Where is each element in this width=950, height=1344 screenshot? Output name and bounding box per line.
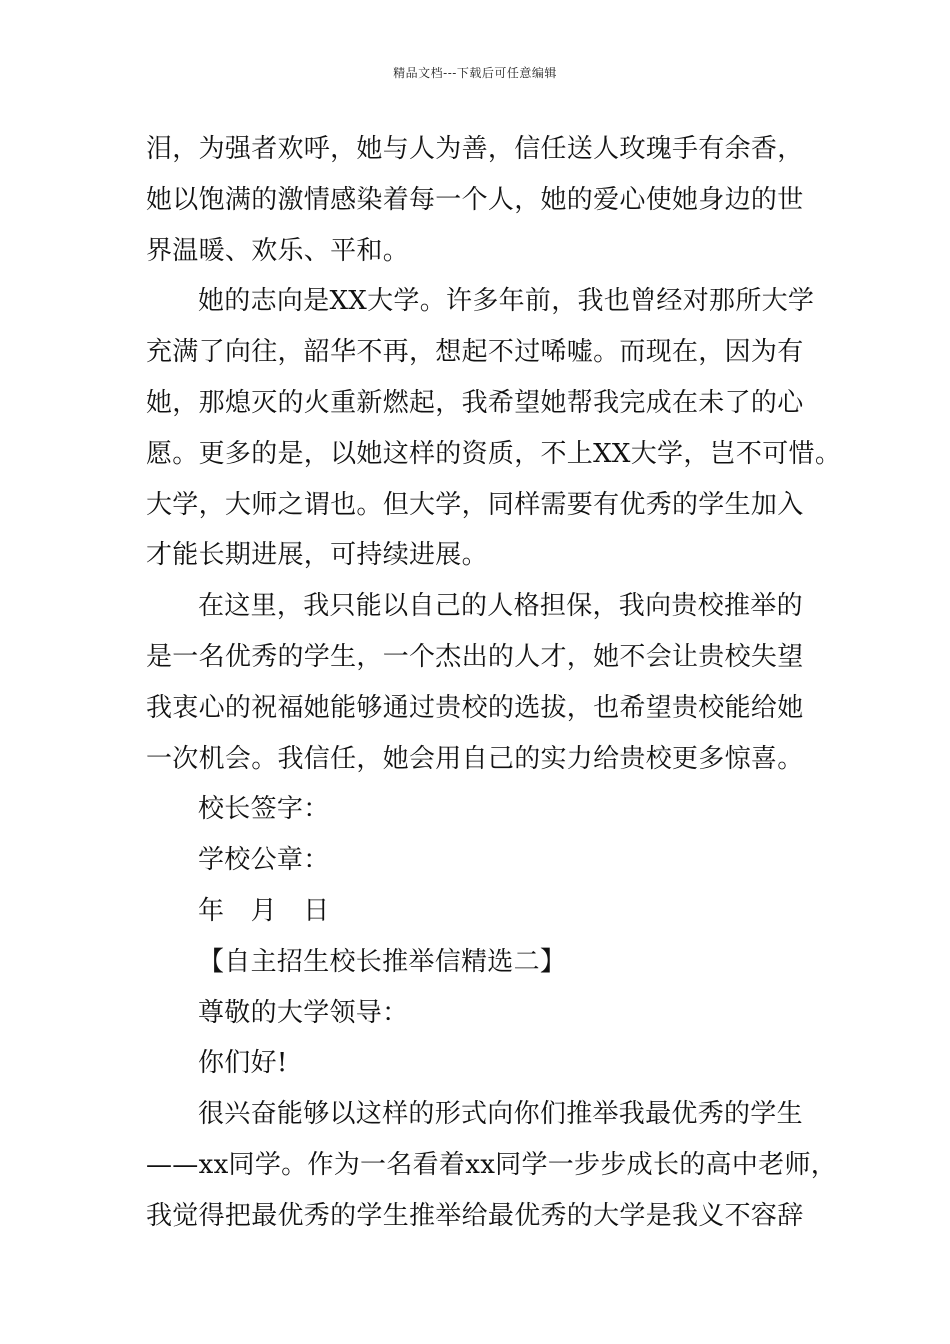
principal-signature-label: 校长签字：: [198, 794, 330, 825]
page-header: 精品文档---下载后可任意编辑: [393, 66, 557, 80]
text-line-21: ——xx同学。作为一名看着xx同学一步步成长的高中老师，: [146, 1149, 838, 1180]
text-line-12: 我衷心的祝福她能够通过贵校的选拔，也希望贵校能给她: [146, 692, 804, 723]
text-line-6: 她，那熄灭的火重新燃起，我希望她帮我完成在未了的心: [146, 387, 804, 418]
text-line-13: 一次机会。我信任，她会用自己的实力给贵校更多惊喜。: [146, 743, 804, 774]
text-line-11: 是一名优秀的学生，一个杰出的人才，她不会让贵校失望: [146, 641, 804, 672]
text-line-20: 很兴奋能够以这样的形式向你们推举我最优秀的学生: [198, 1099, 803, 1130]
text-line-8: 大学，大师之谓也。但大学，同样需要有优秀的学生加入: [146, 489, 804, 520]
text-line-1: 泪，为强者欢呼，她与人为善，信任送人玫瑰手有余香，: [146, 134, 804, 164]
school-seal-label: 学校公章：: [198, 845, 330, 876]
text-line-5: 充满了向往，韶华不再，想起不过唏嘘。而现在，因为有: [146, 337, 804, 368]
text-line-2: 她以饱满的激情感染着每一个人，她的爱心使她身边的世: [146, 184, 804, 215]
text-line-4: 她的志向是XX大学。许多年前，我也曾经对那所大学: [198, 286, 815, 317]
document-body: [146, 124, 842, 1242]
section-heading: 【自主招生校长推举信精选二】: [198, 946, 567, 977]
text-line-9: 才能长期进展，可持续进展。: [146, 540, 488, 571]
text-line-3: 界温暖、欢乐、平和。: [146, 235, 410, 266]
greeting: 你们好!: [198, 1048, 288, 1079]
salutation: 尊敬的大学领导：: [198, 997, 409, 1028]
text-line-7: 愿。更多的是，以她这样的资质，不上XX大学，岂不可惜。: [146, 438, 842, 469]
text-line-10: 在这里，我只能以自己的人格担保，我向贵校推举的: [198, 591, 803, 622]
date-label: 年 月 日: [198, 895, 330, 926]
text-line-22: 我觉得把最优秀的学生推举给最优秀的大学是我义不容辞: [146, 1200, 804, 1231]
